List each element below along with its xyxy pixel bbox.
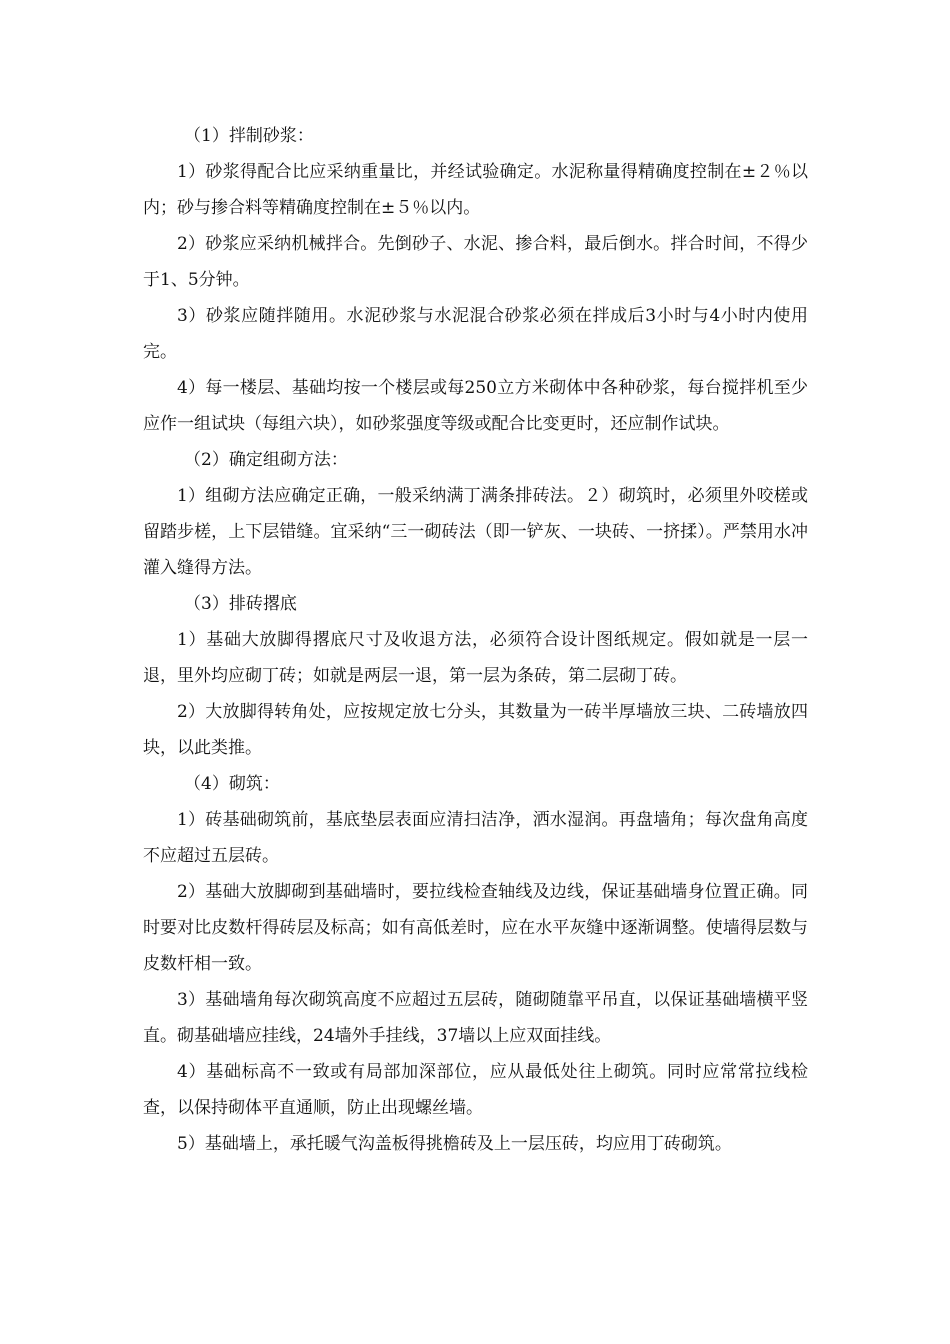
paragraph-axis-check: 2）基础大放脚砌到基础墙时，要拉线检查轴线及边线，保证基础墙身位置正确。同时要对比皮数杆得砖层及标高；如有高低差时，应在水平灰缝中逐渐调整。使墙得层数与皮数杆相一致。 <box>143 882 808 974</box>
paragraph-corner-closers: 2）大放脚得转角处，应按规定放七分头，其数量为一砖半厚墙放三块、二砖墙放四块，以此类推。 <box>143 702 808 758</box>
paragraph-test-blocks: 4）每一楼层、基础均按一个楼层或每250立方米砌体中各种砂浆，每台搅拌机至少应作一组试块（每组六块），如砂浆强度等级或配合比变更时，还应制作试块。 <box>143 378 808 434</box>
paragraph-base-cleaning: 1）砖基础砌筑前，基底垫层表面应清扫洁净，洒水湿润。再盘墙角；每次盘角高度不应超过五层砖。 <box>143 810 808 866</box>
paragraph-mechanical-mixing: 2）砂浆应采纳机械拌合。先倒砂子、水泥、掺合料，最后倒水。拌合时间，不得少于1、5分钟。 <box>143 234 808 290</box>
section-heading-mixing-mortar: （1）拌制砂浆： <box>184 126 314 146</box>
paragraph-cover-plate-bricks: 5）基础墙上，承托暖气沟盖板得挑檐砖及上一层压砖，均应用丁砖砌筑。 <box>177 1134 732 1154</box>
paragraph-mortar-mix-ratio: 1）砂浆得配合比应采纳重量比，并经试验确定。水泥称量得精确度控制在±２％以内；砂与掺合料等精确度控制在±５％以内。 <box>143 162 808 218</box>
paragraph-corner-height: 3）基础墙角每次砌筑高度不应超过五层砖，随砌随靠平吊直，以保证基础墙横平竖直。砌基础墙应挂线，24墙外手挂线，37墙以上应双面挂线。 <box>143 990 808 1046</box>
paragraph-bond-method: 1）组砌方法应确定正确，一般采纳满丁满条排砖法。２）砌筑时，必须里外咬槎或留踏步槎，上下层错缝。宜采纳“三一砌砖法（即一铲灰、一块砖、一挤揉）。严禁用水冲灌入缝得方法。 <box>143 486 808 578</box>
section-heading-brick-layout: （3）排砖撂底 <box>184 594 297 614</box>
paragraph-elevation-difference: 4）基础标高不一致或有局部加深部位，应从最低处往上砌筑。同时应常常拉线检查，以保持砌体平直通顺，防止出现螺丝墙。 <box>143 1062 808 1118</box>
section-heading-masonry: （4）砌筑： <box>184 774 280 794</box>
paragraph-mortar-usage-time: 3）砂浆应随拌随用。水泥砂浆与水泥混合砂浆必须在拌成后3小时与4小时内使用完。 <box>143 306 808 362</box>
section-heading-bond-method: （2）确定组砌方法： <box>184 450 348 470</box>
paragraph-footing-setback: 1）基础大放脚得撂底尺寸及收退方法，必须符合设计图纸规定。假如就是一层一退，里外均应砌丁砖；如就是两层一退，第一层为条砖，第二层砌丁砖。 <box>143 630 808 686</box>
document-body <box>143 118 808 1162</box>
